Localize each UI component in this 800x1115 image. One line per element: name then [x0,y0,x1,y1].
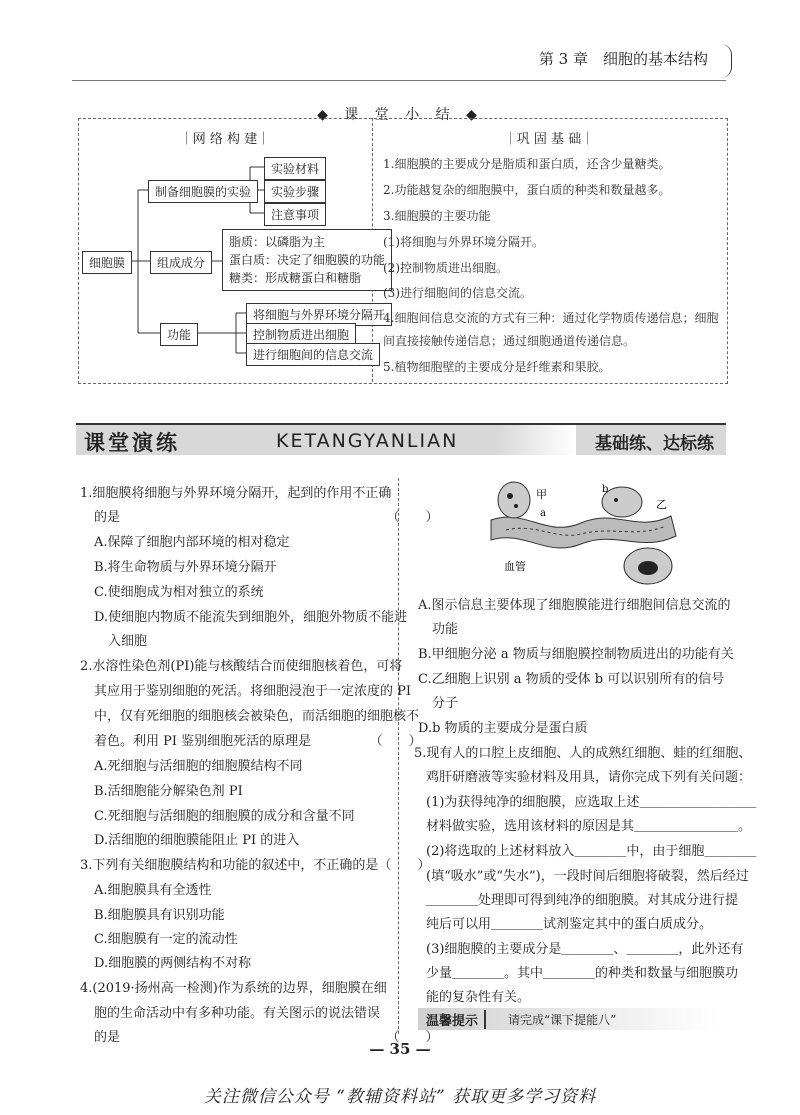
basics-line: (1)将细胞与外界环境分隔开。 [383,235,544,249]
tip-label: 温馨提示 [426,1010,486,1029]
question-line: 能的复杂性有关。 [426,990,531,1005]
tip-text: 请完成“课下提能八” [508,1013,617,1027]
map-item: 将细胞与外界环境分隔开 [246,303,392,326]
banner-pinyin: KETANGYANLIAN [276,430,459,452]
basics-line: 4.细胞间信息交流的方式有三种：通过化学物质传递信息；细胞 [383,311,719,325]
cell-signaling-figure [486,478,686,588]
label-yi: 乙 [656,498,667,511]
question-line: 4.(2019·扬州高一检测)作为系统的边界，细胞膜在细 [80,981,387,996]
blood-vessel-shape [491,516,676,548]
map-branch-function: 功能 [160,323,198,346]
map-item: 实验步骤 [264,180,326,203]
column-divider [398,478,399,1034]
option-line: C.细胞膜有一定的流动性 [94,932,238,947]
map-branch-composition: 组成成分 [150,251,212,274]
option-line: A.图示信息主要体现了细胞膜能进行细胞间信息交流的 [418,598,731,613]
label-a: a [540,508,546,519]
option-line: 分子 [432,696,459,711]
basics-line: 5.植物细胞壁的主要成分是纤维素和果胶。 [383,360,611,374]
question-line: 的是 （ ） [94,510,439,525]
question-line: 5.现有人的口腔上皮细胞、人的成熟红细胞、蛙的红细胞、 [414,746,752,761]
question-line: (填“吸水”或“失水”)，一段时间后细胞将破裂，然后经过 [426,869,749,884]
composition-box [222,229,392,291]
page-number: — 35 — [369,1040,431,1058]
option-line: D.b 物质的主要成分是蛋白质 [418,721,588,736]
question-line: 2.水溶性染色剂(PI)能与核酸结合而使细胞核着色，可将 [80,659,403,674]
question-line: 纯后可以用＿＿＿＿试剂鉴定其中的蛋白质成分。 [426,917,713,932]
basics-line: (2)控制物质进出细胞。 [383,261,508,275]
option-line: 功能 [432,622,459,637]
banner-tag: 基础练、达标练 [595,434,714,454]
basics-line: (3)进行细胞间的信息交流。 [383,286,532,300]
option-line: A.保障了细胞内部环境的相对稳定 [94,535,290,550]
label-vessel: 血管 [504,560,526,573]
question-line: 胞的生命活动中有多种功能。有关图示的说法错误 [94,1006,381,1021]
composition-line: 蛋白质：决定了细胞膜的功能 [229,253,386,267]
label-b: b [602,484,609,495]
question-line: 鸡肝研磨液等实验材料及用具，请你完成下列有关问题： [426,770,752,785]
question-line: 中，仅有死细胞的细胞核会被染色，而活细胞的细胞核不 [94,709,420,724]
label-jia: 甲 [536,488,547,501]
option-line: B.细胞膜具有识别功能 [94,908,225,923]
option-line: B.甲细胞分泌 a 物质与细胞膜控制物质进出的功能有关 [418,647,734,662]
option-line: C.使细胞成为相对独立的系统 [94,585,264,600]
basics-line: 3.细胞膜的主要功能 [383,209,491,223]
option-line: 入细胞 [108,634,148,649]
map-root: 细胞膜 [82,251,132,274]
map-item: 注意事项 [264,203,326,226]
summary-title: ◆ 课 堂 小 结 ◆ [317,107,483,123]
footer-note: 关注微信公众号 “教辅资料站” 获取更多学习资料 [203,1087,597,1107]
basics-line: 1.细胞膜的主要成分是脂质和蛋白质，还含少量糖类。 [383,157,671,171]
question-line: 的是 （ ） [94,1030,439,1045]
question-line: 其应用于鉴别细胞的死活。将细胞浸泡于一定浓度的 PI [94,684,412,699]
question-line: ＿＿＿＿处理即可得到纯净的细胞膜。对其成分进行提 [426,893,739,908]
section-banner [76,423,726,457]
option-line: B.将生命物质与外界环境分隔开 [94,560,277,575]
question-line: (1)为获得纯净的细胞膜，应选取上述＿＿＿＿＿＿＿＿＿ [426,795,757,810]
map-item: 控制物质进出细胞 [246,323,356,346]
option-line: C.乙细胞上识别 a 物质的受体 b 可以识别所有的信号 [418,672,725,687]
option-line: D.使细胞内物质不能流失到细胞外，细胞外物质不能进 [94,610,408,625]
question-line: 1.细胞膜将细胞与外界环境分隔开，起到的作用不正确 [80,486,392,501]
composition-line: 脂质：以磷脂为主 [229,235,326,249]
question-line: 着色。利用 PI 鉴别细胞死活的原理是 （ ） [94,734,422,749]
concept-map-heading: ｜网 络 构 建｜ [179,132,271,147]
basics-line: 2.功能越复杂的细胞膜中，蛋白质的种类和数量越多。 [383,183,671,197]
option-line: B.活细胞能分解染色剂 PI [94,784,243,799]
option-line: C.死细胞与活细胞的细胞膜的成分和含量不同 [94,809,355,824]
question-line: (2)将选取的上述材料放入＿＿＿＿中，由于细胞＿＿＿＿ [426,844,757,859]
map-item: 实验材料 [264,157,326,180]
chapter-title: 第 3 章 细胞的基本结构 [538,50,708,68]
question-line: 3.下列有关细胞膜结构和功能的叙述中，不正确的是（ ） [80,858,431,873]
composition-line: 糖类：形成糖蛋白和糖脂 [229,271,362,285]
option-line: A.细胞膜具有全透性 [94,883,212,898]
question-line: 少量＿＿＿＿。其中＿＿＿＿的种类和数量与细胞膜功 [426,966,739,981]
map-item: 进行细胞间的信息交流 [246,343,380,366]
option-line: A.死细胞与活细胞的细胞膜结构不同 [94,759,303,774]
banner-title: 课堂演练 [84,430,180,455]
map-branch-experiment: 制备细胞膜的实验 [148,180,258,203]
option-line: D.细胞膜的两侧结构不对称 [94,956,252,971]
question-line: 材料做实验，选用该材料的原因是其＿＿＿＿＿＿＿＿。 [426,819,752,834]
basics-line: 间直接接触传递信息；通过细胞通道传递信息。 [383,334,636,348]
question-line: (3)细胞膜的主要成分是＿＿＿＿、＿＿＿＿，此外还有 [426,942,744,957]
tip-box [418,1008,718,1030]
basics-heading: ｜巩 固 基 础｜ [503,132,595,147]
option-line: D.活细胞的细胞膜能阻止 PI 的进入 [94,833,300,848]
cell-jia [498,482,530,518]
